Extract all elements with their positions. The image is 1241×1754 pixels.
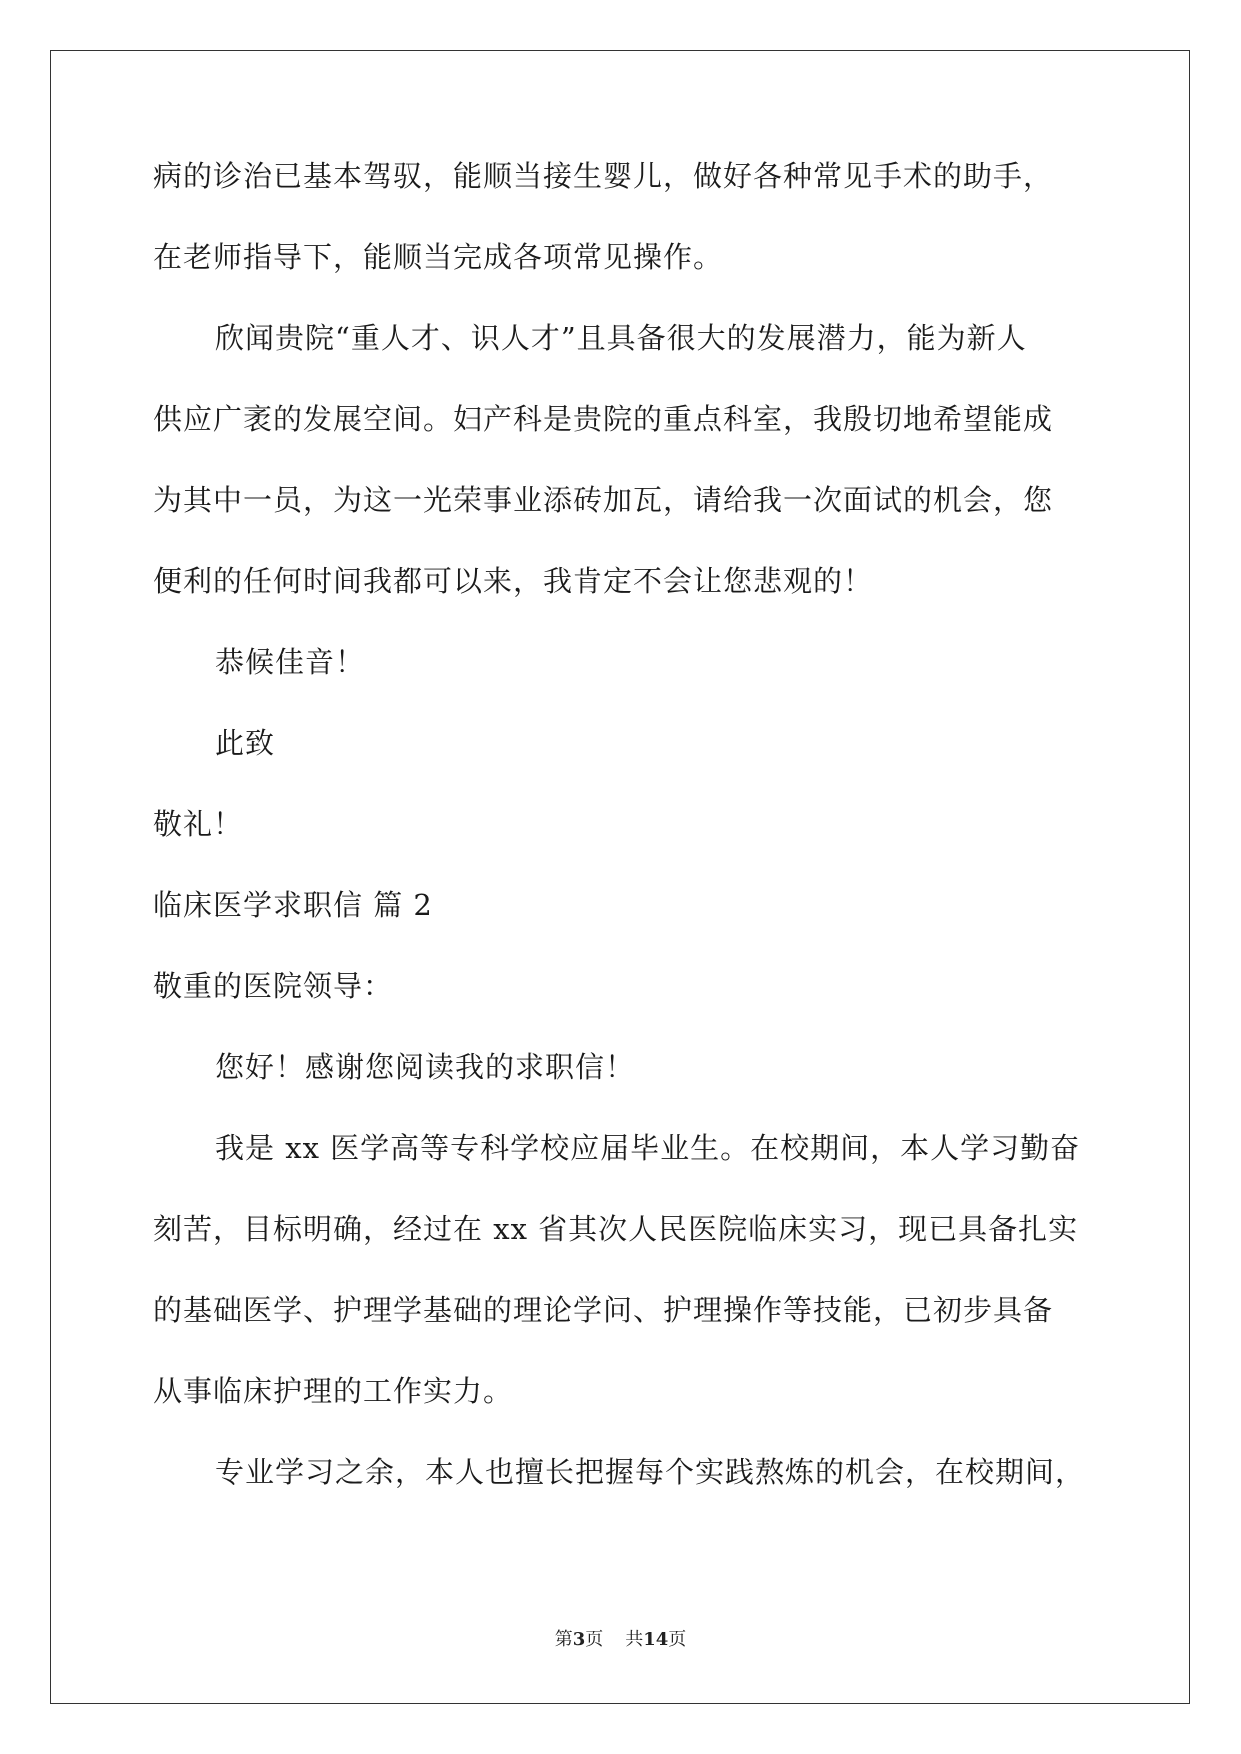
greeting-line: 敬重的医院领导： bbox=[153, 969, 394, 1003]
section-heading: 临床医学求职信 篇 2 bbox=[153, 888, 433, 922]
footer-total-pages: 14 bbox=[643, 1629, 669, 1650]
text-line: 在老师指导下，能顺当完成各项常见操作。 bbox=[153, 240, 724, 274]
text-line: 为其中一员，为这一光荣事业添砖加瓦，请给我一次面试的机会，您 bbox=[153, 483, 1054, 517]
text-line: 便利的任何时间我都可以来，我肯定不会让您悲观的！ bbox=[153, 564, 874, 598]
text-line: 的基础医学、护理学基础的理论学问、护理操作等技能，已初步具备 bbox=[153, 1293, 1054, 1327]
closing-line: 恭候佳音！ bbox=[215, 645, 366, 679]
text-line: 从事临床护理的工作实力。 bbox=[153, 1374, 514, 1408]
footer-current-page: 3 bbox=[572, 1629, 586, 1650]
paragraph-line: 欣闻贵院“重人才、识人才”且具备很大的发展潜力，能为新人 bbox=[215, 321, 1027, 355]
footer-total-unit: 页 bbox=[668, 1629, 687, 1650]
regards-line: 敬礼！ bbox=[153, 807, 244, 841]
paragraph-line: 专业学习之余，本人也擅长把握每个实践熬炼的机会，在校期间， bbox=[215, 1455, 1086, 1489]
text-line: 病的诊治已基本驾驭，能顺当接生婴儿，做好各种常见手术的助手， bbox=[153, 159, 1054, 193]
text-line: 供应广袤的发展空间。妇产科是贵院的重点科室，我殷切地希望能成 bbox=[153, 402, 1054, 436]
paragraph-line: 您好！感谢您阅读我的求职信！ bbox=[215, 1050, 636, 1084]
salutation-line: 此致 bbox=[215, 726, 276, 760]
paragraph-line: 我是 xx 医学高等专科学校应届毕业生。在校期间，本人学习勤奋 bbox=[215, 1131, 1081, 1165]
footer-page-unit: 页 bbox=[585, 1629, 604, 1650]
page-footer bbox=[0, 1628, 1241, 1652]
footer-total-prefix: 共 bbox=[625, 1629, 644, 1650]
footer-page-prefix: 第 bbox=[554, 1629, 573, 1650]
text-line: 刻苦，目标明确，经过在 xx 省其次人民医院临床实习，现已具备扎实 bbox=[153, 1212, 1079, 1246]
